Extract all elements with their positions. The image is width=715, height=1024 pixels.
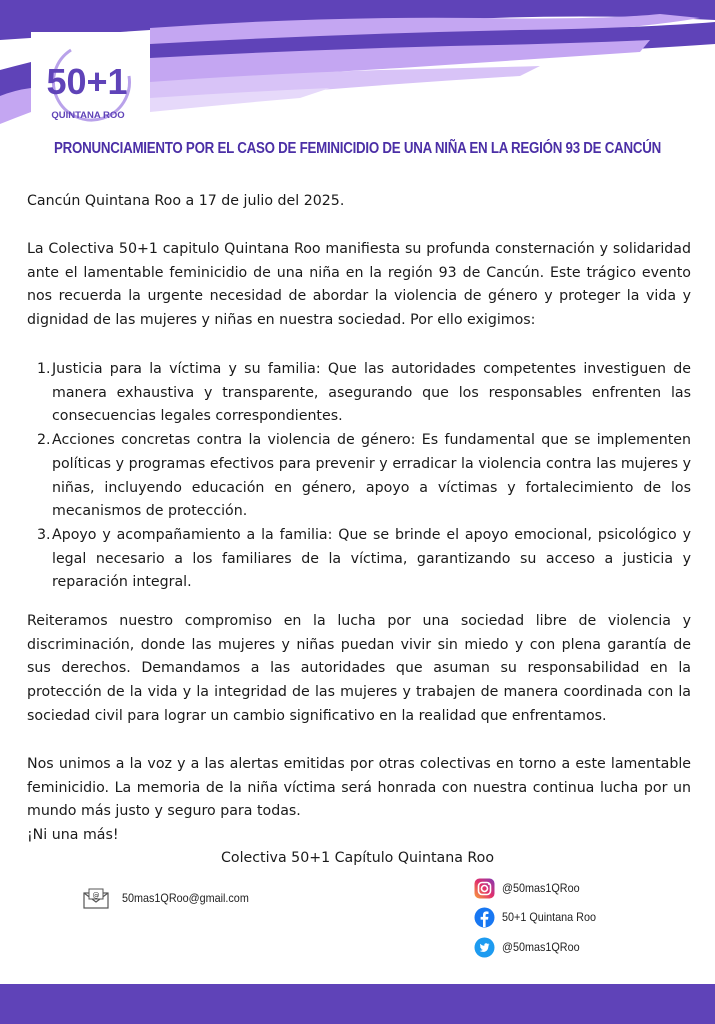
email-address[interactable]: 50mas1QRoo@gmail.com	[122, 891, 249, 905]
logo-mark	[31, 32, 146, 136]
logo-number: 50+1	[46, 61, 128, 102]
list-item-text: Apoyo y acompañamiento a la familia: Que se brinde el apoyo emocional, psicológico y legal necesario a los familiares de la víctima, garantizando su acceso a justicia y reparación integral.	[52, 526, 691, 591]
intro-paragraph: La Colectiva 50+1 capitulo Quintana Roo manifiesta su profunda consternación y solidaridad ante el lamentable feminicidio de una niña en la región 93 de Cancún. Este trágico evento nos recuerda la urgente necesidad de abordar la violencia de género y proteger la vida y dignidad de las mujeres y niñas en nuestra sociedad. Por ello exigimos:	[27, 241, 691, 329]
email-icon	[83, 888, 109, 909]
closing-paragraph: Reiteramos nuestro compromiso en la lucha por una sociedad libre de violencia y discriminación, donde las mujeres y niñas puedan vivir sin miedo y con plena garantía de sus derechos. Demandamos a las autoridades que asuman su responsabilidad en la protección de la vida y la integridad de las mujeres y trabajen de manera coordinada con la sociedad civil para lograr un cambio significativo en la realidad que enfrentamos.	[27, 613, 691, 724]
instagram-handle[interactable]: @50mas1QRoo	[502, 881, 580, 895]
twitter-icon[interactable]	[474, 937, 495, 958]
twitter-handle[interactable]: @50mas1QRoo	[502, 940, 580, 954]
list-item	[37, 358, 691, 429]
footer-banner	[0, 984, 715, 1024]
list-number: 3.	[37, 526, 51, 543]
demands-list	[37, 358, 691, 595]
logo	[31, 32, 146, 136]
solidarity-paragraph: Nos unimos a la voz y a las alertas emitidas por otras colectivas en torno a este lamentable feminicidio. La memoria de la niña víctima será honrada con nuestra continua lucha por un mundo más justo y seguro para todas.	[27, 756, 691, 820]
signature: Colectiva 50+1 Capítulo Quintana Roo	[221, 850, 494, 866]
facebook-page[interactable]: 50+1 Quintana Roo	[502, 910, 596, 924]
list-item-text: Acciones concretas contra la violencia de género: Es fundamental que se implementen políticas y programas efectivos para prevenir y erradicar la violencia contra las mujeres y niñas, incluyendo educación en género, apoyo a víctimas y fortalecimiento de los mecanismos de protección.	[52, 432, 691, 520]
list-number: 1.	[37, 361, 51, 377]
list-item	[37, 524, 691, 595]
facebook-icon[interactable]	[474, 907, 495, 928]
list-item-text: Justicia para la víctima y su familia: Que las autoridades competentes investiguen de manera exhaustiva y transparente, asegurando que los responsables enfrenten las consecuencias legales correspondientes.	[52, 361, 691, 425]
list-item	[37, 429, 691, 524]
logo-subtitle: QUINTANA ROO	[51, 110, 125, 121]
instagram-icon[interactable]	[474, 878, 495, 899]
motto: ¡Ni una más!	[27, 827, 119, 843]
date-line: Cancún Quintana Roo a 17 de julio del 2025.	[27, 193, 345, 209]
page-title: PRONUNCIAMIENTO POR EL CASO DE FEMINICIDIO DE UNA NIÑA EN LA REGIÓN 93 DE CANCÚN	[54, 140, 661, 157]
svg-text:@: @	[92, 891, 100, 900]
list-number: 2.	[37, 432, 51, 449]
